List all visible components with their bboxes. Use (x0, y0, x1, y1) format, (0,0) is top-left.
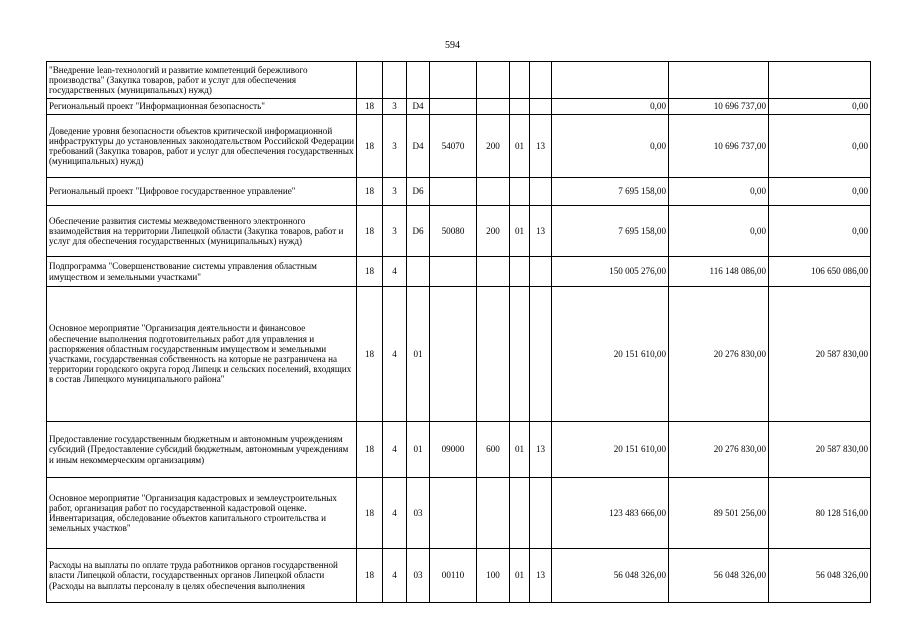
subprogram-code: 4 (383, 257, 407, 287)
table-row (47, 287, 871, 422)
amount-year-2: 89 501 256,00 (669, 478, 769, 549)
row-name: "Внедрение lean-технологий и развитие компетенций бережливого производства" (Закупка товаров, работ и услуг для обеспечения государственных (муниципальных) нужд) (47, 62, 357, 99)
subprogram-code (383, 62, 407, 99)
amount-year-2 (669, 62, 769, 99)
direction-code (430, 62, 477, 99)
table-row (47, 115, 871, 178)
subsection-code (530, 62, 552, 99)
section-code (510, 99, 530, 115)
amount-year-2: 116 148 086,00 (669, 257, 769, 287)
direction-code (430, 287, 477, 422)
program-code: 18 (357, 178, 383, 206)
amount-year-3: 0,00 (769, 206, 871, 257)
expense-type-code: 100 (477, 549, 510, 603)
table-row (47, 549, 871, 603)
direction-code (430, 178, 477, 206)
activity-code: D6 (407, 178, 430, 206)
expense-type-code (477, 62, 510, 99)
section-code (510, 178, 530, 206)
direction-code: 09000 (430, 422, 477, 478)
row-name: Подпрограмма "Совершенствование системы управления областным имуществом и земельными участками" (47, 257, 357, 287)
amount-year-2: 10 696 737,00 (669, 99, 769, 115)
amount-year-3: 0,00 (769, 99, 871, 115)
amount-year-1: 20 151 610,00 (552, 422, 669, 478)
program-code: 18 (357, 549, 383, 603)
program-code: 18 (357, 287, 383, 422)
amount-year-1: 0,00 (552, 99, 669, 115)
subsection-code: 13 (530, 206, 552, 257)
amount-year-3: 20 587 830,00 (769, 422, 871, 478)
program-code: 18 (357, 257, 383, 287)
activity-code: 01 (407, 422, 430, 478)
table-body (47, 62, 871, 603)
amount-year-2: 0,00 (669, 206, 769, 257)
activity-code: 03 (407, 478, 430, 549)
subprogram-code: 4 (383, 478, 407, 549)
page-number: 594 (445, 40, 460, 51)
section-code (510, 257, 530, 287)
amount-year-3: 56 048 326,00 (769, 549, 871, 603)
row-name: Региональный проект "Цифровое государственное управление" (47, 178, 357, 206)
expense-type-code (477, 287, 510, 422)
activity-code (407, 62, 430, 99)
amount-year-2: 20 276 830,00 (669, 287, 769, 422)
subprogram-code: 3 (383, 99, 407, 115)
activity-code: 01 (407, 287, 430, 422)
activity-code: D4 (407, 115, 430, 178)
amount-year-3: 0,00 (769, 115, 871, 178)
row-name: Доведение уровня безопасности объектов критической информационной инфраструктуры до установленных законодательством Российской Федерации требований (Закупка товаров, работ и услуг для обеспечения государственных (муниципальных) нужд) (47, 115, 357, 178)
amount-year-3: 20 587 830,00 (769, 287, 871, 422)
table-row (47, 206, 871, 257)
amount-year-3: 0,00 (769, 178, 871, 206)
row-name: Региональный проект "Информационная безопасность" (47, 99, 357, 115)
program-code (357, 62, 383, 99)
direction-code: 50080 (430, 206, 477, 257)
program-code: 18 (357, 206, 383, 257)
program-code: 18 (357, 478, 383, 549)
subprogram-code: 3 (383, 178, 407, 206)
subprogram-code: 4 (383, 549, 407, 603)
subsection-code (530, 178, 552, 206)
expense-type-code: 200 (477, 206, 510, 257)
program-code: 18 (357, 99, 383, 115)
section-code: 01 (510, 206, 530, 257)
subsection-code: 13 (530, 422, 552, 478)
section-code (510, 478, 530, 549)
activity-code (407, 257, 430, 287)
row-name: Основное мероприятие "Организация деятельности и финансовое обеспечение выполнения подготовительных работ для управления и распоряжения областным государственным имуществом и земельными участками, государственная собственность на которые не разграничена на территории городского округа город Липецк и сельских поселений, входящих в состав Липецкого муниципального района" (47, 287, 357, 422)
amount-year-1: 7 695 158,00 (552, 206, 669, 257)
subprogram-code: 3 (383, 115, 407, 178)
table-row (47, 178, 871, 206)
expense-type-code (477, 257, 510, 287)
amount-year-1: 150 005 276,00 (552, 257, 669, 287)
section-code: 01 (510, 115, 530, 178)
expense-type-code (477, 99, 510, 115)
expense-type-code (477, 478, 510, 549)
section-code (510, 62, 530, 99)
amount-year-1 (552, 62, 669, 99)
row-name: Предоставление государственным бюджетным и автономным учреждениям субсидий (Предоставление субсидий бюджетным, автономным учреждениям и иным некоммерческим организациям) (47, 422, 357, 478)
table-row (47, 99, 871, 115)
expense-type-code (477, 178, 510, 206)
amount-year-1: 123 483 666,00 (552, 478, 669, 549)
direction-code (430, 478, 477, 549)
expense-type-code: 200 (477, 115, 510, 178)
direction-code (430, 99, 477, 115)
amount-year-1: 56 048 326,00 (552, 549, 669, 603)
amount-year-2: 0,00 (669, 178, 769, 206)
subprogram-code: 3 (383, 206, 407, 257)
amount-year-3: 106 650 086,00 (769, 257, 871, 287)
subsection-code: 13 (530, 549, 552, 603)
table-row (47, 62, 871, 99)
subprogram-code: 4 (383, 422, 407, 478)
row-name: Расходы на выплаты по оплате труда работников органов государственной власти Липецкой области, государственных органов Липецкой области (Расходы на выплаты персоналу в целях обеспечения выполнения (47, 549, 357, 603)
activity-code: 03 (407, 549, 430, 603)
subsection-code (530, 257, 552, 287)
amount-year-2: 10 696 737,00 (669, 115, 769, 178)
section-code: 01 (510, 549, 530, 603)
direction-code: 00110 (430, 549, 477, 603)
subsection-code (530, 99, 552, 115)
subprogram-code: 4 (383, 287, 407, 422)
subsection-code (530, 287, 552, 422)
amount-year-1: 20 151 610,00 (552, 287, 669, 422)
amount-year-3: 80 128 516,00 (769, 478, 871, 549)
budget-table (46, 61, 871, 603)
row-name: Основное мероприятие "Организация кадастровых и землеустроительных работ, организация работ по государственной кадастровой оценке. Инвентаризация, обследование объектов капитального строительства и земельных участков" (47, 478, 357, 549)
amount-year-2: 56 048 326,00 (669, 549, 769, 603)
row-name: Обеспечение развития системы межведомственного электронного взаимодействия на территории Липецкой области (Закупка товаров, работ и услуг для обеспечения государственных (муниципальных) нужд) (47, 206, 357, 257)
program-code: 18 (357, 115, 383, 178)
amount-year-3 (769, 62, 871, 99)
activity-code: D6 (407, 206, 430, 257)
subsection-code: 13 (530, 115, 552, 178)
expense-type-code: 600 (477, 422, 510, 478)
direction-code (430, 257, 477, 287)
table-row (47, 478, 871, 549)
program-code: 18 (357, 422, 383, 478)
section-code (510, 287, 530, 422)
amount-year-1: 7 695 158,00 (552, 178, 669, 206)
direction-code: 54070 (430, 115, 477, 178)
table-row (47, 422, 871, 478)
subsection-code (530, 478, 552, 549)
amount-year-2: 20 276 830,00 (669, 422, 769, 478)
table-row (47, 257, 871, 287)
section-code: 01 (510, 422, 530, 478)
amount-year-1: 0,00 (552, 115, 669, 178)
activity-code: D4 (407, 99, 430, 115)
